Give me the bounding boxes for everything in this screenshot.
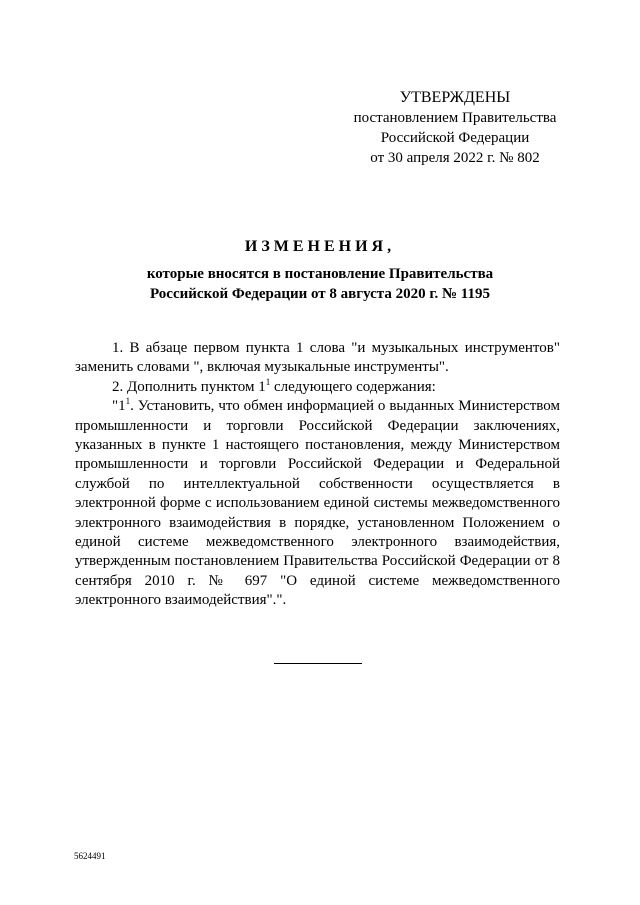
paragraph-3-open: "1 [112,398,126,415]
paragraph-2-end: следующего содержания: [270,378,436,395]
approval-line-decree: постановлением Правительства [353,110,557,126]
approval-stamp [335,88,575,168]
document-code: 5624491 [74,851,106,861]
paragraph-2-start: 2. Дополнить пунктом 1 [112,378,266,395]
paragraph-1: 1. В абзаце первом пункта 1 слова "и музыкальных инструментов" заменить словами ", включая музыкальные инструменты". [75,340,560,376]
subtitle-line-2: Российской Федерации от 8 августа 2020 г. № 1195 [150,286,490,302]
document-title: ИЗМЕНЕНИЯ, [244,238,396,255]
closing-rule [274,663,362,664]
approval-line-date-number: от 30 апреля 2022 г. № 802 [370,150,540,166]
paragraph-2 [75,378,560,397]
paragraph-3-superscript: 1 [125,396,131,407]
subtitle-line-1: которые вносятся в постановление Правительства [146,266,494,282]
paragraph-2-superscript: 1 [265,376,271,387]
paragraph-3 [75,397,560,610]
approval-line-federation: Российской Федерации [380,130,530,146]
document-subtitle [0,264,640,304]
paragraph-3-text: . Установить, что обмен информацией о выданных Министерством промышленности и торговли Российской Федерации заключениях, указанных в пункте 1 настоящего постановления, между Министерством промышленности и торговли Российской Федерации и Федеральной службой по интеллектуальной собственности осуществляется в электронной форме с использованием единой системы межведомственного электронного взаимодействия в порядке, установленном Положением о единой системе межведомственного электронного взаимодействия, утвержденным постановлением Правительства Российской Федерации от 8 сентября 2010 г. № 697 "О единой системе межведомственного электронного взаимодействия".". [75,398,560,609]
document-body [75,339,560,611]
approval-heading: УТВЕРЖДЕНЫ [399,89,511,106]
